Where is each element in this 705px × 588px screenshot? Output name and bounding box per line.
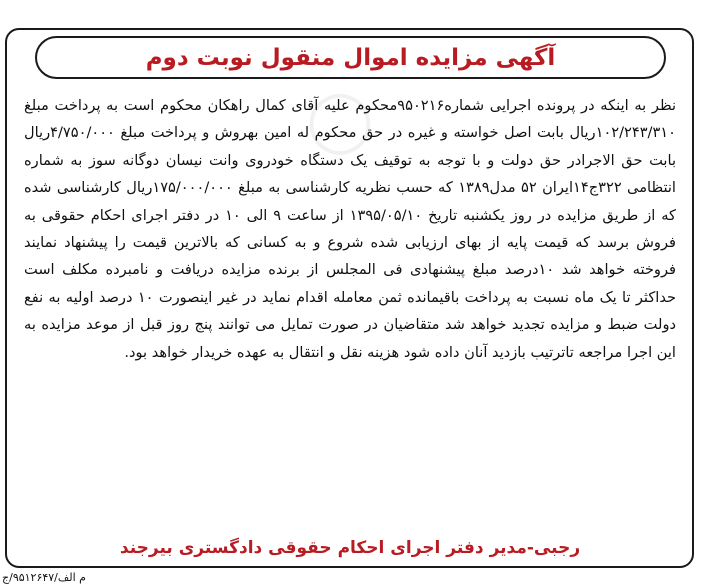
- watermark-logo: ◯: [306, 85, 374, 155]
- title-banner: [35, 36, 666, 79]
- notice-reference: م الف/۹۵۱۲۶۴۷/ج: [2, 571, 86, 584]
- notice-body: نظر به اینکه در پرونده اجرایی شماره۹۵۰۲۱۶محکوم علیه آقای کمال راهکان محکوم است به پرداخت مبلغ ۱۰۲/۲۴۳/۳۱۰ریال بابت اصل خواسته و غیره در حق محکوم له امین بهروش و پرداخت مبلغ ۴/۷۵۰/۰۰۰ریال بابت حق الاجرادر حق دولت و با توجه به توقیف یک دستگاه خودروی وانت نیسان دوگانه سوز به شماره انتظامی ۳۲۲ج۱۴ایران ۵۲ مدل۱۳۸۹ که حسب نظریه کارشناسی به مبلغ ۱۷۵/۰۰۰/۰۰۰ریال کارشناسی شده که از طریق مزایده در روز یکشنبه تاریخ ۱۳۹۵/۰۵/۱۰ از ساعت ۹ الی ۱۰ در دفتر اجرای احکام حقوقی به فروش برسد که قیمت پایه از بهای ارزیابی شده شروع و به کسانی که بالاترین قیمت را پیشنهاد نمایند فروخته خواهد شد ۱۰درصد مبلغ پیشنهادی فی المجلس از برنده مزایده دریافت و نامبرده مکلف است حداکثر تا یک ماه نسبت به پرداخت باقیمانده ثمن معامله اقدام نماید در غیر اینصورت ۱۰ درصد اولیه به نفع دولت ضبط و مزایده تجدید خواهد شد متقاضیان در صورت تمایل می توانند پنج روز قبل از موعد مزایده به این اجرا مراجعه تاترتیب بازدید آنان داده شود هزینه نقل و انتقال به عهده خریدار خواهد بود.: [24, 97, 677, 361]
- notice-signature: رجبی-مدیر دفتر اجرای احکام حقوقی دادگستری بیرجند: [119, 538, 581, 558]
- notice-title: آگهی مزایده اموال منقول نوبت دوم: [145, 44, 556, 71]
